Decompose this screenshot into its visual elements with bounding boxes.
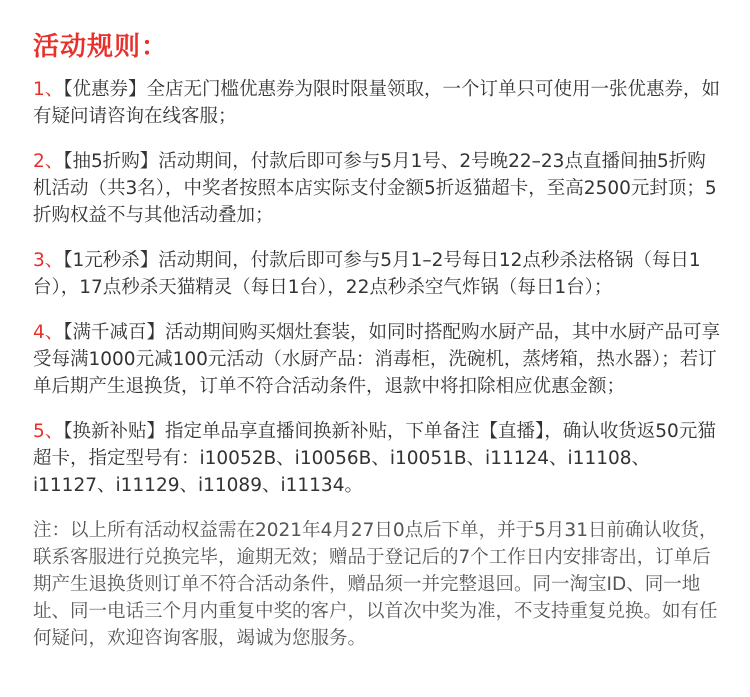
rule-text: 【换新补贴】指定单品享直播间换新补贴，下单备注【直播】，确认收货返50元猫超卡，指定型号有：i10052B、i10056B、i10051B、i11124、i11108、i11127、i11129、i11089、i11134。: [33, 421, 716, 496]
rule-number: 4、: [33, 322, 64, 343]
rule-text: 【优惠券】全店无门槛优惠券为限时限量领取，一个订单只可使用一张优惠券，如有疑问请咨询在线客服；: [33, 79, 721, 127]
rule-item-spend-discount: [33, 319, 724, 400]
page-title: 活动规则：: [33, 32, 169, 62]
rule-item-half-price-draw: [33, 148, 724, 229]
rule-text: 【抽5折购】活动期间，付款后即可参与5月1号、2号晚22–23点直播间抽5折购机活动（共3名），中奖者按照本店实际支付金额5折返猫超卡，至高2500元封顶；5折购权益不与其他活动叠加；: [33, 151, 717, 226]
rule-number: 1、: [33, 79, 64, 100]
rule-number: 5、: [33, 421, 64, 442]
rule-item-trade-in-subsidy: [33, 418, 724, 499]
rule-item-flash-sale: [33, 247, 724, 301]
rule-text: 【满千减百】活动期间购买烟灶套装，如同时搭配购水厨产品，其中水厨产品可享受每满1000元减100元活动（水厨产品：消毒柜，洗碗机，蒸烤箱，热水器）；若订单后期产生退换货，订单不符合活动条件，退款中将扣除相应优惠金额；: [33, 322, 721, 397]
rule-item-coupon: [33, 76, 724, 130]
rule-number: 3、: [33, 250, 64, 271]
footnote: 注：以上所有活动权益需在2021年4月27日0点后下单，并于5月31日前确认收货，联系客服进行兑换完毕，逾期无效；赠品于登记后的7个工作日内安排寄出，订单后期产生退换货则订单不符合活动条件，赠品须一并完整退回。同一淘宝ID、同一地址、同一电话三个月内重复中奖的客户，以首次中奖为准，不支持重复兑换。如有任何疑问，欢迎咨询客服，竭诚为您服务。: [33, 520, 718, 649]
rule-text: 【1元秒杀】活动期间，付款后即可参与5月1–2号每日12点秒杀法格锅（每日1台），17点秒杀天猫精灵（每日1台），22点秒杀空气炸锅（每日1台）；: [33, 250, 701, 298]
rule-number: 2、: [33, 151, 64, 172]
